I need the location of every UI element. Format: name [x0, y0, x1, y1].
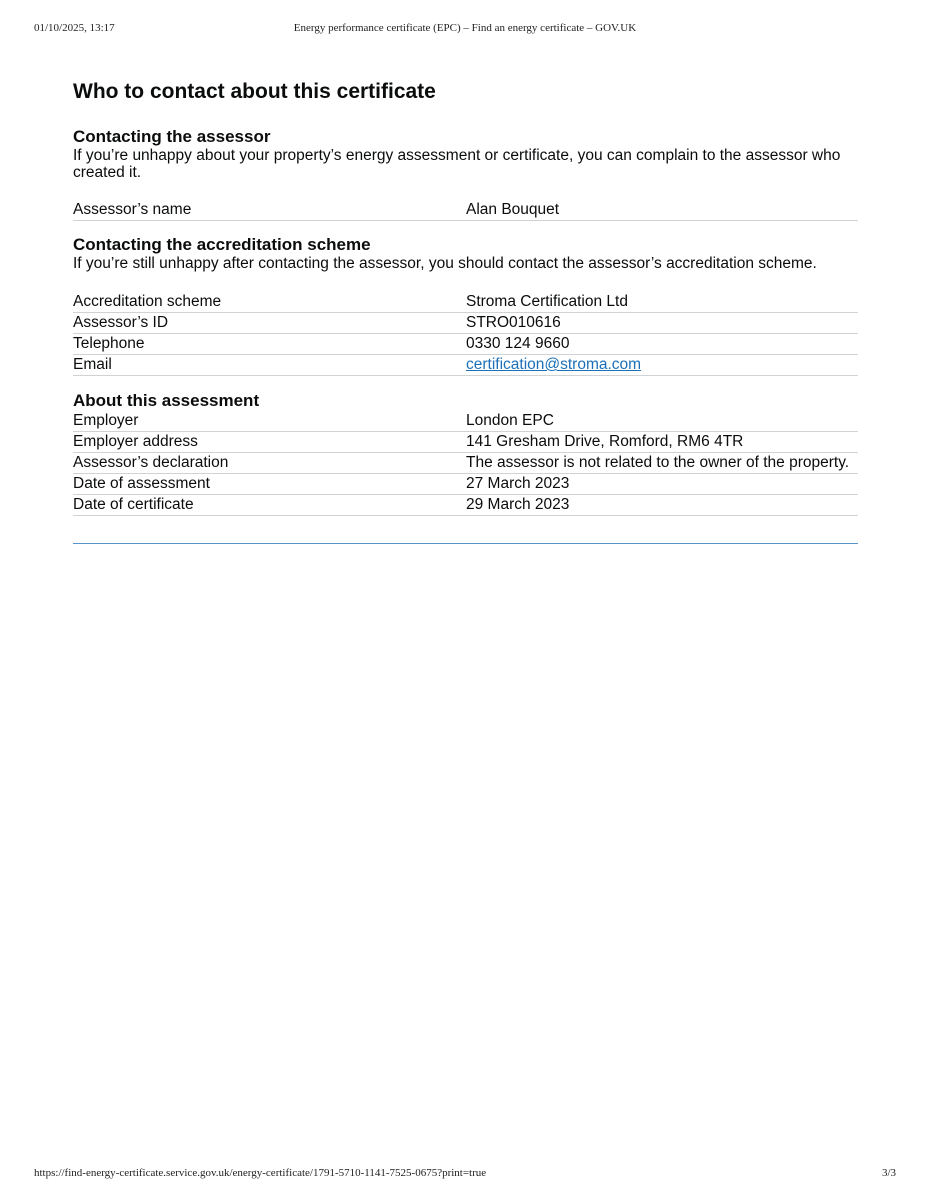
- summary-value: Stroma Certification Ltd: [466, 293, 628, 310]
- scheme-section-heading: Contacting the accreditation scheme: [73, 235, 371, 254]
- page-title: Who to contact about this certificate: [73, 80, 436, 103]
- summary-key: Telephone: [73, 335, 145, 352]
- summary-row-assessor-name: [73, 200, 858, 221]
- print-footer: [34, 1167, 896, 1181]
- summary-key: Assessor’s declaration: [73, 454, 229, 471]
- summary-row-telephone: [73, 334, 858, 355]
- summary-row-assessor-id: [73, 313, 858, 334]
- assessment-summary-list: [73, 411, 858, 516]
- summary-key: Accreditation scheme: [73, 293, 222, 310]
- section-divider: [73, 543, 858, 544]
- summary-key: Assessor’s ID: [73, 314, 169, 331]
- email-link[interactable]: certification@stroma.com: [466, 356, 642, 373]
- assessment-section-heading: About this assessment: [73, 391, 260, 410]
- summary-row-employer: [73, 411, 858, 432]
- summary-key: Assessor’s name: [73, 201, 192, 218]
- summary-row-email: [73, 355, 858, 376]
- main-content: [73, 78, 858, 516]
- summary-value: 29 March 2023: [466, 496, 570, 513]
- scheme-section-intro: If you’re still unhappy after contacting the assessor, you should contact the assessor’s accreditation scheme.: [73, 255, 817, 272]
- summary-key: Email: [73, 356, 112, 373]
- summary-value: [466, 355, 641, 375]
- print-page-title: Energy performance certificate (EPC) – Find an energy certificate – GOV.UK: [293, 22, 637, 34]
- assessor-section-heading: Contacting the assessor: [73, 127, 271, 146]
- summary-value: Alan Bouquet: [466, 201, 560, 218]
- summary-row-accreditation-scheme: [73, 292, 858, 313]
- assessor-summary-list: [73, 200, 858, 221]
- summary-value: STRO010616: [466, 314, 561, 331]
- summary-value: The assessor is not related to the owner of the property.: [466, 454, 850, 471]
- print-url: https://find-energy-certificate.service.gov.uk/energy-certificate/1791-5710-1141-7525-0675?print=true: [34, 1167, 487, 1179]
- summary-row-date-of-assessment: [73, 474, 858, 495]
- summary-key: Date of assessment: [73, 475, 210, 492]
- summary-key: Employer: [73, 412, 139, 429]
- print-datetime: 01/10/2025, 13:17: [34, 22, 115, 34]
- summary-key: Employer address: [73, 433, 198, 450]
- summary-value: 0330 124 9660: [466, 335, 570, 352]
- summary-row-date-of-certificate: [73, 495, 858, 516]
- page-count: 3/3: [881, 1167, 896, 1179]
- summary-value: 27 March 2023: [466, 475, 570, 492]
- summary-value: 141 Gresham Drive, Romford, RM6 4TR: [466, 433, 744, 450]
- assessor-section-intro: If you’re unhappy about your property’s energy assessment or certificate, you can complain to the assessor who created it.: [73, 147, 841, 181]
- summary-key: Date of certificate: [73, 496, 194, 513]
- scheme-summary-list: [73, 292, 858, 376]
- summary-value: London EPC: [466, 412, 554, 429]
- print-header: [34, 22, 896, 36]
- summary-row-assessor-declaration: [73, 453, 858, 474]
- summary-row-employer-address: [73, 432, 858, 453]
